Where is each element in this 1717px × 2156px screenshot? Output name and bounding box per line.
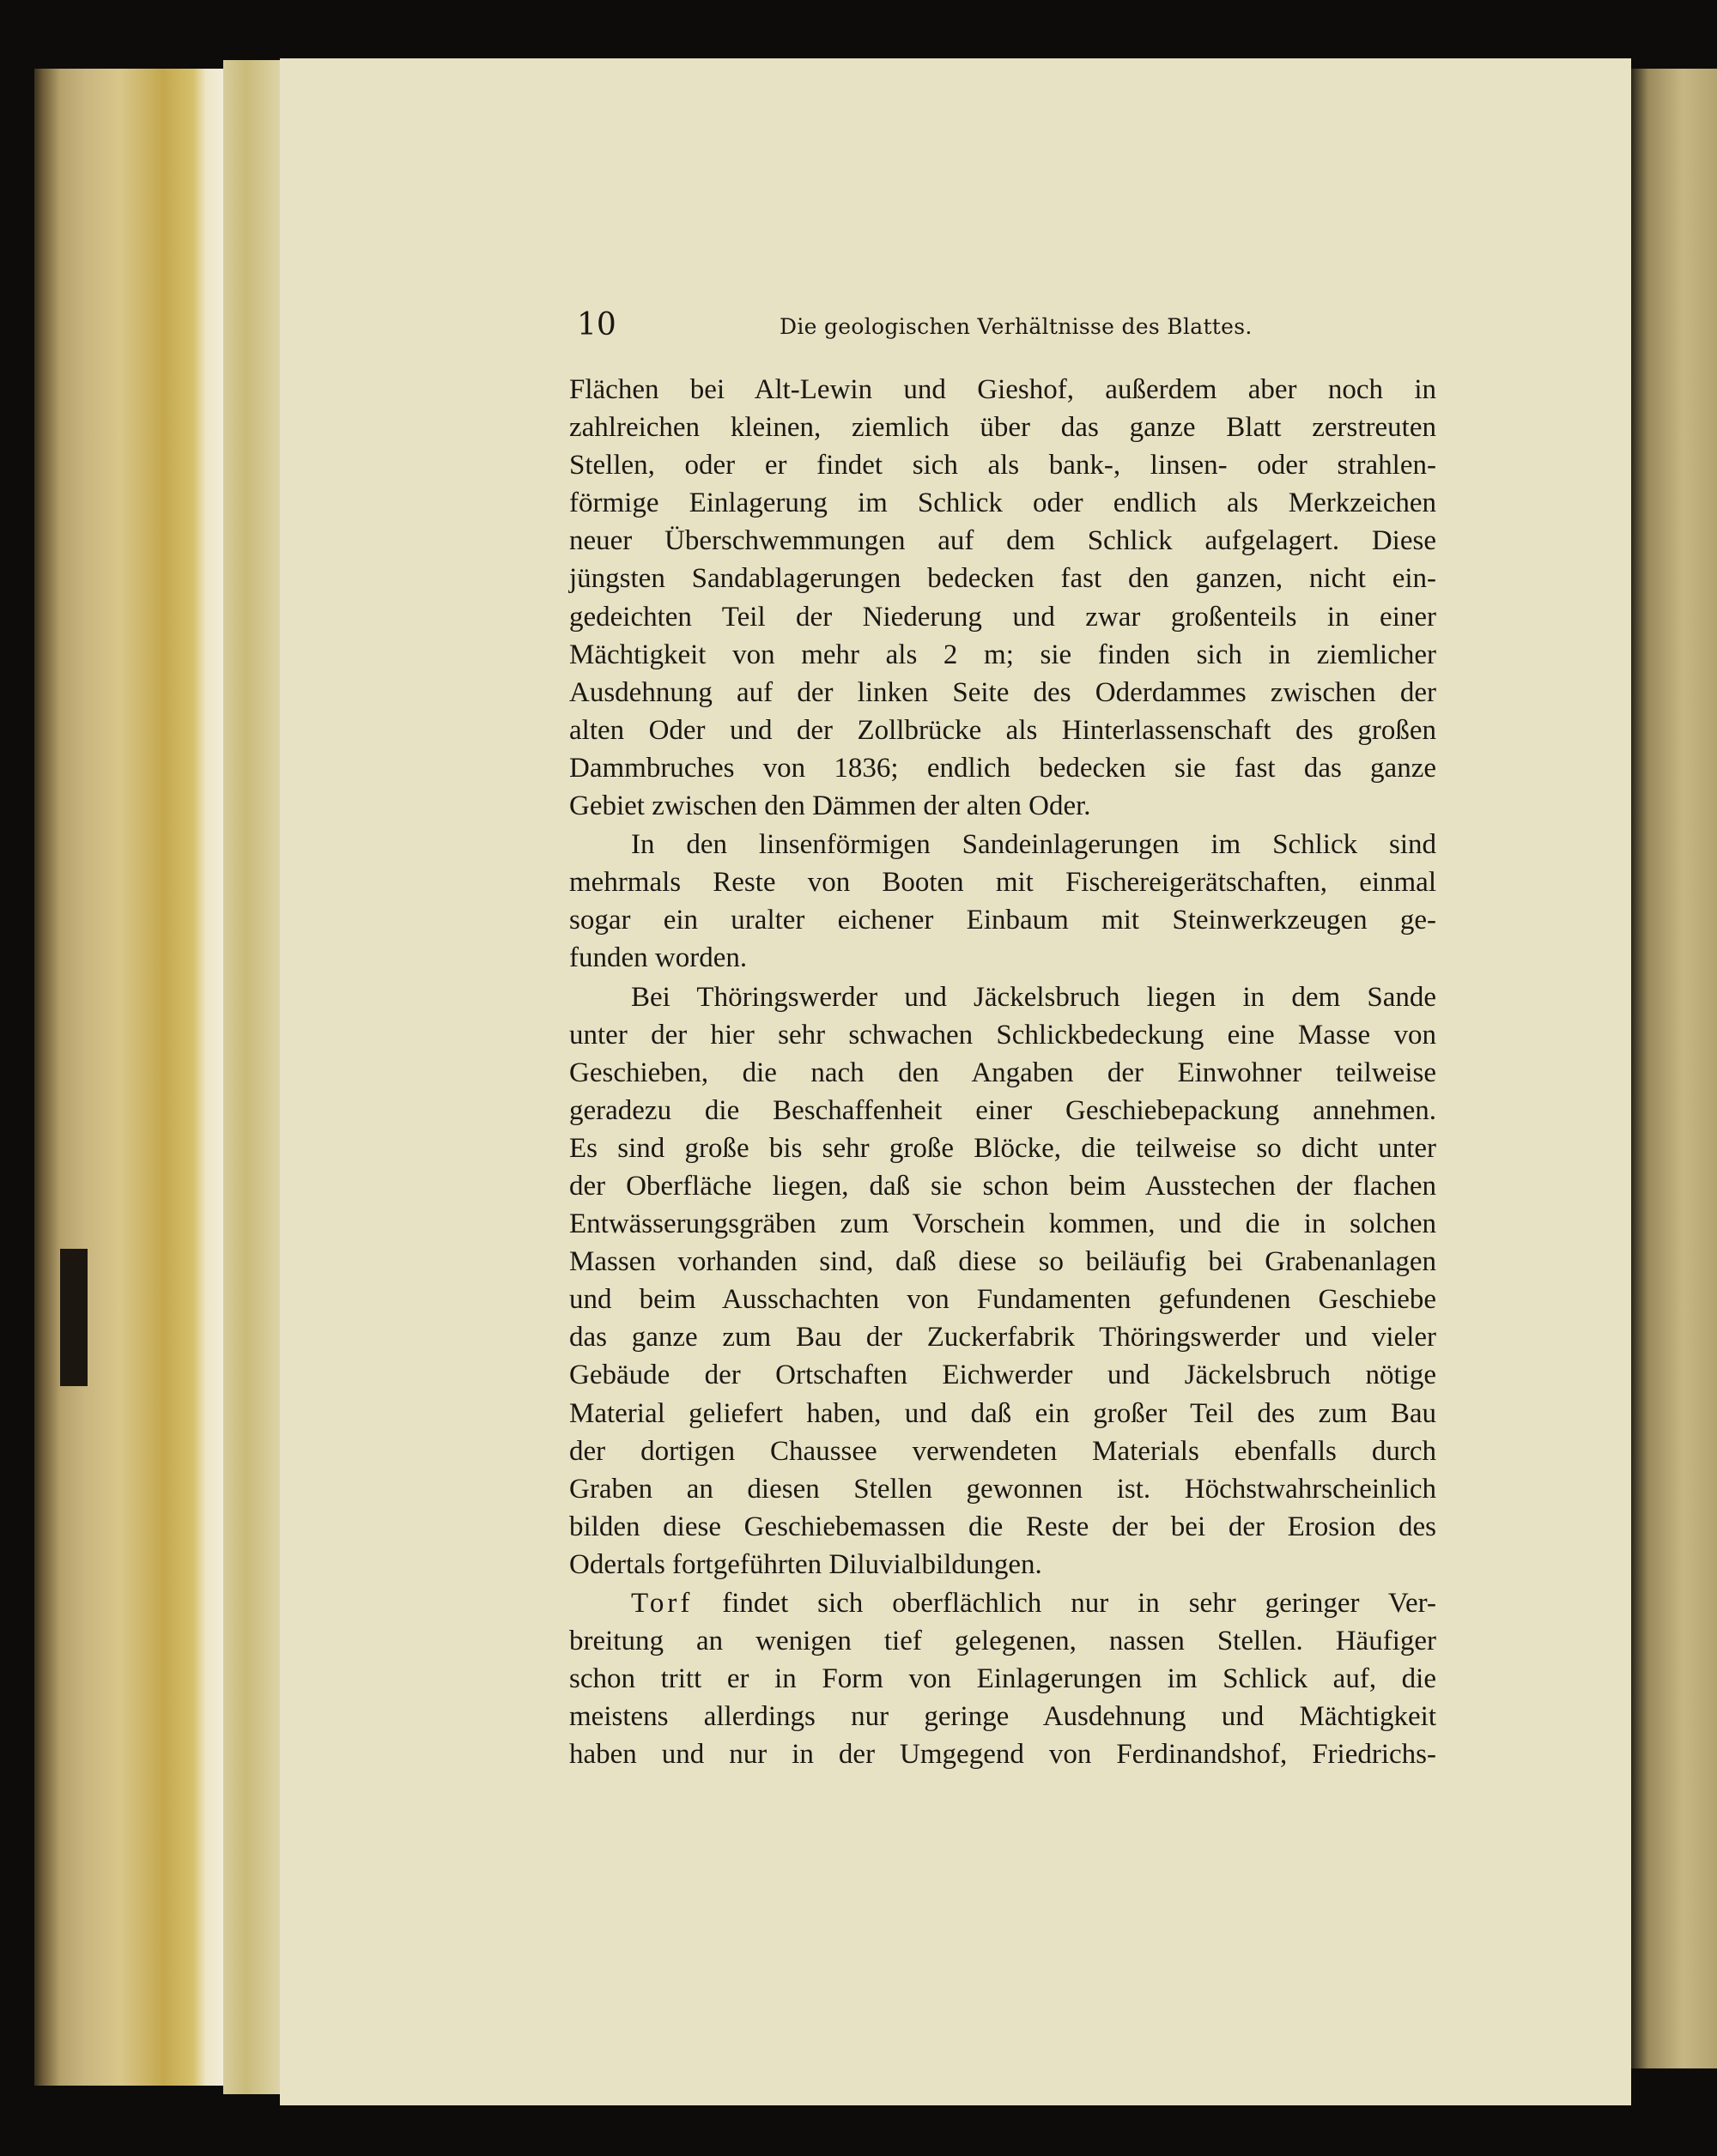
text-line: schon tritt er in Form von Einlagerungen im Schlick auf, die (569, 1663, 1436, 1695)
body-text (569, 371, 1436, 1773)
text-line: Mächtigkeit von mehr als 2 m; sie finden sich in ziemlicher (569, 639, 1436, 670)
text-span: findet sich oberflächlich nur in sehr geringer Ver- (693, 1588, 1436, 1619)
text-line: Gebiet zwischen den Dämmen der alten Oder. (569, 790, 1091, 822)
book-page-edges-right (1631, 69, 1717, 2068)
keyword-torf: Torf (631, 1588, 694, 1619)
text-line: zahlreichen kleinen, ziemlich über das ganze Blatt zerstreuten (569, 412, 1436, 444)
book-gutter (223, 60, 280, 2094)
text-line: das ganze zum Bau der Zuckerfabrik Thöringswerder und vieler (569, 1322, 1436, 1354)
text-line: Bei Thöringswerder und Jäckelsbruch liegen in dem Sande (631, 981, 1436, 1013)
book-page-edges-left (34, 69, 223, 2086)
text-line: der dortigen Chaussee verwendeten Materials ebenfalls durch (569, 1435, 1436, 1467)
text-line: In den linsenförmigen Sandeinlagerungen im Schlick sind (631, 829, 1436, 861)
text-line: bilden diese Geschiebemassen die Reste der bei der Erosion des (569, 1511, 1436, 1542)
text-line: der Oberfläche liegen, daß sie schon beim Ausstechen der flachen (569, 1170, 1436, 1202)
page-number: 10 (577, 307, 616, 342)
text-line: Ausdehnung auf der linken Seite des Oderdammes zwischen der (569, 676, 1436, 708)
text-line: Odertals fortgeführten Diluvialbildungen. (569, 1548, 1042, 1580)
text-line: Massen vorhanden sind, daß diese so beiläufig bei Grabenanlagen (569, 1246, 1436, 1278)
text-line: meistens allerdings nur geringe Ausdehnung und Mächtigkeit (569, 1701, 1436, 1733)
paragraph-3 (569, 978, 1436, 1584)
text-line: sogar ein uralter eichener Einbaum mit Steinwerkzeugen ge- (569, 905, 1436, 936)
text-line: Stellen, oder er findet sich als bank-, linsen- oder strahlen- (569, 450, 1436, 481)
text-line: geradezu die Beschaffenheit einer Geschiebepackung annehmen. (569, 1094, 1436, 1126)
text-line: breitung an wenigen tief gelegenen, nassen Stellen. Häufiger (569, 1626, 1436, 1657)
text-line: haben und nur in der Umgegend von Ferdinandshof, Friedrichs- (569, 1739, 1436, 1771)
text-line: mehrmals Reste von Booten mit Fischereigerätschaften, einmal (569, 867, 1436, 899)
text-line: Entwässerungsgräben zum Vorschein kommen, und die in solchen (569, 1208, 1436, 1240)
text-line: Graben an diesen Stellen gewonnen ist. Höchstwahrscheinlich (569, 1473, 1436, 1505)
text-line: Es sind große bis sehr große Blöcke, die teilweise so dicht unter (569, 1132, 1436, 1164)
paragraph-1 (569, 371, 1436, 825)
bookmark-tab (60, 1249, 88, 1386)
text-line: alten Oder und der Zollbrücke als Hinterlassenschaft des großen (569, 714, 1436, 746)
text-line: gedeichten Teil der Niederung und zwar großenteils in einer (569, 601, 1436, 633)
paragraph-2 (569, 826, 1436, 977)
text-line: Dammbruches von 1836; endlich bedecken sie fast das ganze (569, 752, 1436, 784)
text-line: unter der hier sehr schwachen Schlickbedeckung eine Masse von (569, 1019, 1436, 1051)
text-line: und beim Ausschachten von Fundamenten gefundenen Geschiebe (569, 1284, 1436, 1316)
text-line: förmige Einlagerung im Schlick oder endlich als Merkzeichen (569, 488, 1436, 519)
text-line: Flächen bei Alt-Lewin und Gieshof, außerdem aber noch in (569, 374, 1436, 405)
text-line: funden worden. (569, 942, 748, 974)
text-line: Material geliefert haben, und daß ein großer Teil des zum Bau (569, 1397, 1436, 1429)
running-title: Die geologischen Verhältnisse des Blattes. (780, 314, 1253, 339)
text-line: neuer Überschwemmungen auf dem Schlick aufgelagert. Diese (569, 525, 1436, 557)
paragraph-4 (569, 1584, 1436, 1773)
text-line: jüngsten Sandablagerungen bedecken fast den ganzen, nicht ein- (569, 563, 1436, 595)
text-line: Geschieben, die nach den Angaben der Einwohner teilweise (569, 1057, 1436, 1088)
page-header (577, 307, 1444, 350)
text-line: Gebäude der Ortschaften Eichwerder und Jäckelsbruch nötige (569, 1360, 1436, 1391)
text-line (569, 1584, 1436, 1622)
